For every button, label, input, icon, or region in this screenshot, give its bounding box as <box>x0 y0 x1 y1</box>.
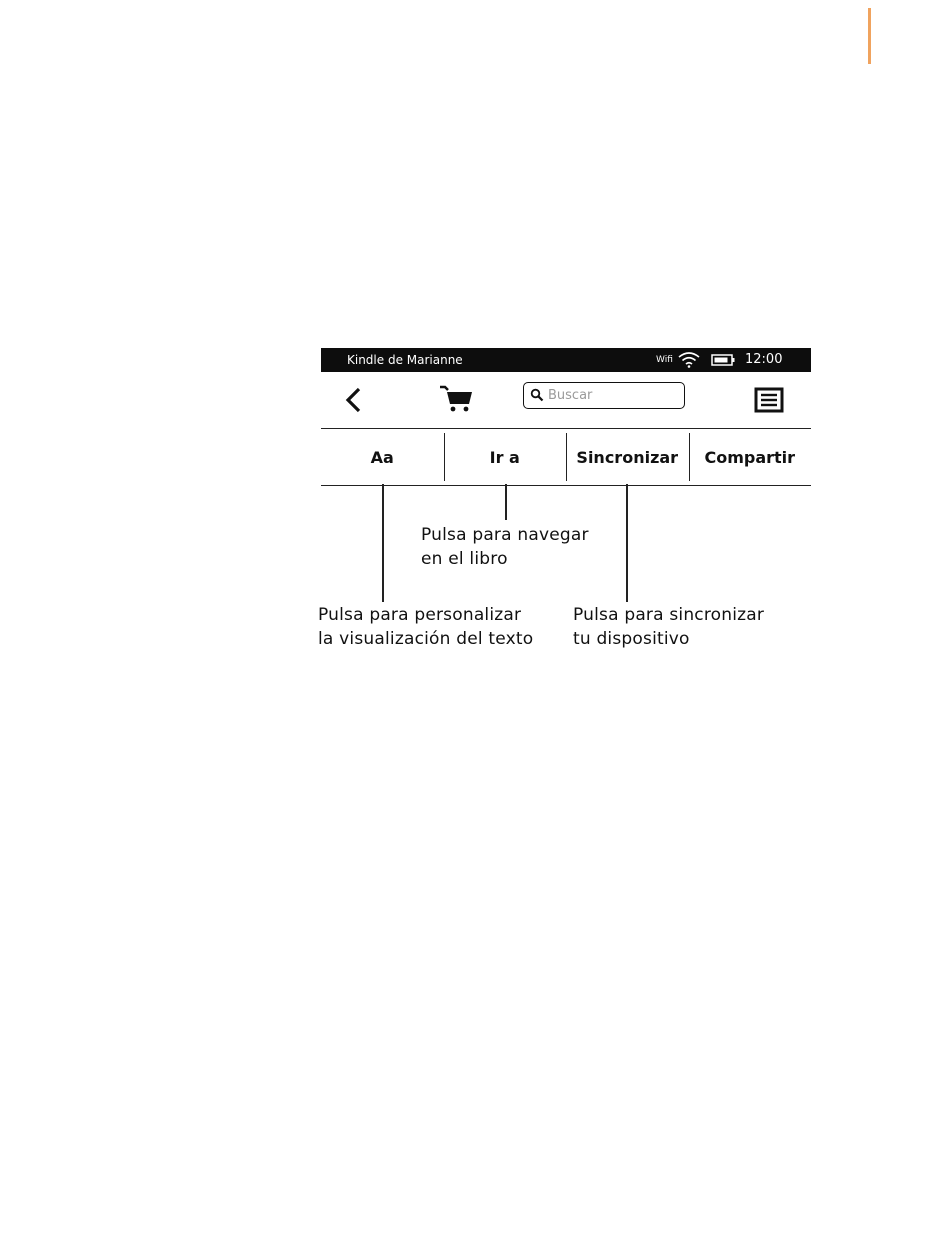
toolbar <box>321 372 811 428</box>
cart-icon[interactable] <box>439 384 475 414</box>
tab-sincronizar-label: Sincronizar <box>576 447 679 467</box>
tab-aa-label: Aa <box>370 447 394 467</box>
status-bar <box>321 348 811 372</box>
callout-line-customize <box>382 484 384 602</box>
callout-line-navigate <box>505 484 507 520</box>
callout-navigate-line2: en el libro <box>421 549 508 569</box>
tab-ir-a-label: Ir a <box>489 447 520 467</box>
callout-sync <box>573 603 764 651</box>
callout-line-sync <box>626 484 628 602</box>
back-icon[interactable] <box>343 386 363 414</box>
clock: 12:00 <box>745 352 783 367</box>
wifi-label: Wifi <box>656 355 673 365</box>
kindle-screen <box>321 348 811 486</box>
tab-compartir-label: Compartir <box>704 447 796 467</box>
callout-navigate <box>421 523 589 571</box>
callout-sync-line2: tu dispositivo <box>573 629 690 649</box>
callout-customize-line1: Pulsa para personalizar <box>318 605 522 625</box>
tab-aa[interactable] <box>321 429 444 485</box>
device-name: Kindle de Marianne <box>347 353 463 367</box>
reading-toolbar-tabs <box>321 428 811 486</box>
callout-navigate-line1: Pulsa para navegar <box>421 525 589 545</box>
callout-sync-line1: Pulsa para sincronizar <box>573 605 765 625</box>
callout-customize <box>318 603 533 651</box>
wifi-icon <box>678 352 700 368</box>
search-box[interactable] <box>523 382 685 409</box>
callout-customize-line2: la visualización del texto <box>318 629 534 649</box>
tab-compartir[interactable] <box>689 429 812 485</box>
tab-sincronizar[interactable] <box>566 429 689 485</box>
search-icon <box>530 388 544 402</box>
tab-ir-a[interactable] <box>444 429 567 485</box>
page-marker-bar <box>868 8 871 64</box>
search-input[interactable] <box>548 385 678 405</box>
battery-icon <box>711 354 735 366</box>
menu-icon[interactable] <box>753 386 785 414</box>
